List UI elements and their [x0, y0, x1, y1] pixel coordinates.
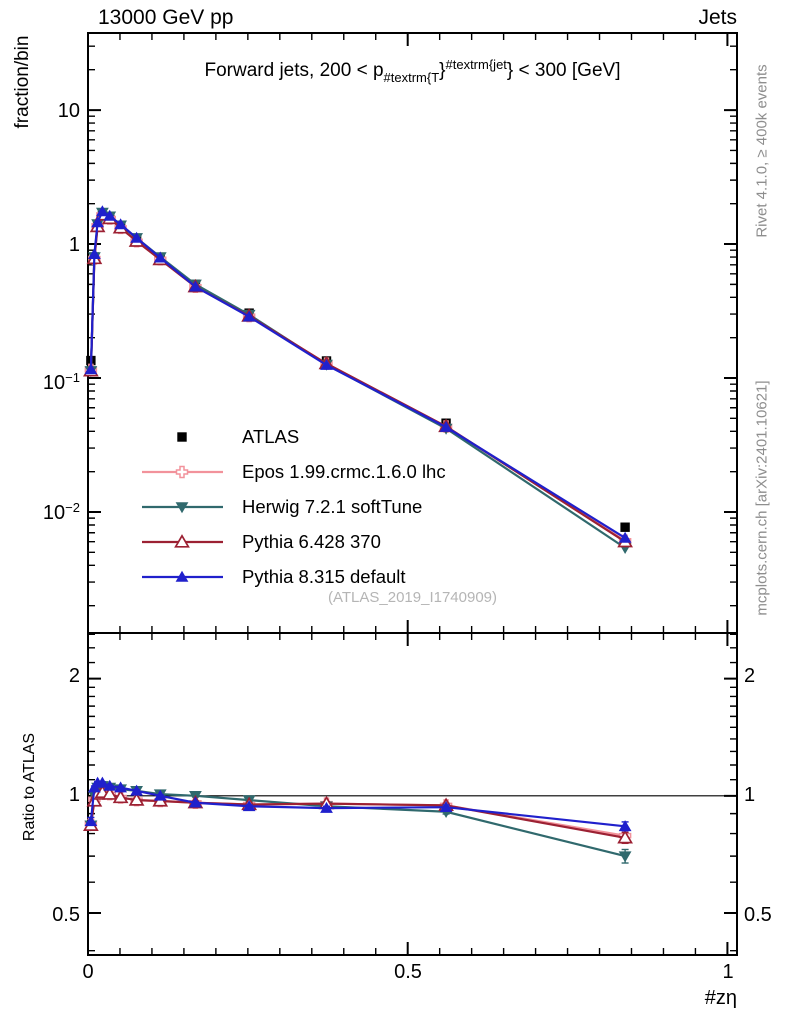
- ratio-y-axis-label: Ratio to ATLAS: [21, 732, 38, 842]
- legend-label: ATLAS: [242, 425, 300, 447]
- xtick-05: 0.5: [394, 961, 422, 983]
- ratio-ytick-left-1: 1: [68, 784, 80, 806]
- mcplots-arxiv-note: mcplots.cern.ch [arXiv:2401.10621]: [753, 380, 771, 616]
- xtick-0: 0: [82, 961, 94, 983]
- legend-item: [140, 454, 446, 489]
- ratio-ytick-left-2: 2: [68, 665, 80, 687]
- analysis-group-label: Jets: [698, 6, 737, 29]
- beam-energy-label: 13000 GeV pp: [98, 6, 234, 29]
- legend: [140, 419, 446, 594]
- legend-label: Epos 1.99.crmc.1.6.0 lhc: [242, 460, 446, 482]
- legend-item: [140, 559, 446, 594]
- rivet-version-note: Rivet 4.1.0, ≥ 400k events: [753, 64, 771, 238]
- ytick-1: 1: [68, 234, 80, 256]
- legend-item: [140, 524, 446, 559]
- ratio-ytick-left-05: 0.5: [52, 904, 80, 926]
- ratio-ytick-right-05: 0.5: [744, 904, 772, 926]
- ratio-ytick-right-2: 2: [744, 665, 756, 687]
- ratio-ytick-right-1: 1: [744, 784, 756, 806]
- legend-item: [140, 489, 446, 524]
- x-axis-label: #zη: [704, 987, 737, 1009]
- legend-label: Herwig 7.2.1 softTune: [242, 495, 423, 517]
- legend-item: [140, 419, 446, 454]
- legend-marker-square-filled: [140, 426, 225, 448]
- legend-label: Pythia 6.428 370: [242, 530, 381, 552]
- main-y-axis-label: fraction/bin: [12, 35, 33, 129]
- legend-marker-cross-open: [140, 461, 225, 483]
- legend-label: Pythia 8.315 default: [242, 565, 406, 587]
- xtick-1: 1: [722, 961, 734, 983]
- legend-marker-triangle-up-open: [140, 531, 225, 553]
- plot-title: Forward jets, $200 < p_{\#textrm\{T}\}^{\#textrm\{jet}\} < 300$ [GeV]: [204, 57, 621, 85]
- ratio-plot-frame: [88, 633, 737, 955]
- analysis-id-watermark: (ATLAS_2019_I1740909): [327, 589, 497, 606]
- legend-marker-triangle-up-filled: [140, 566, 225, 588]
- ytick-1e-2: $10^{-2}$: [42, 500, 80, 524]
- ytick-1e-1: $10^{-1}$: [42, 370, 80, 394]
- ytick-10: 10: [57, 100, 80, 122]
- legend-marker-triangle-down-filled: [140, 496, 225, 518]
